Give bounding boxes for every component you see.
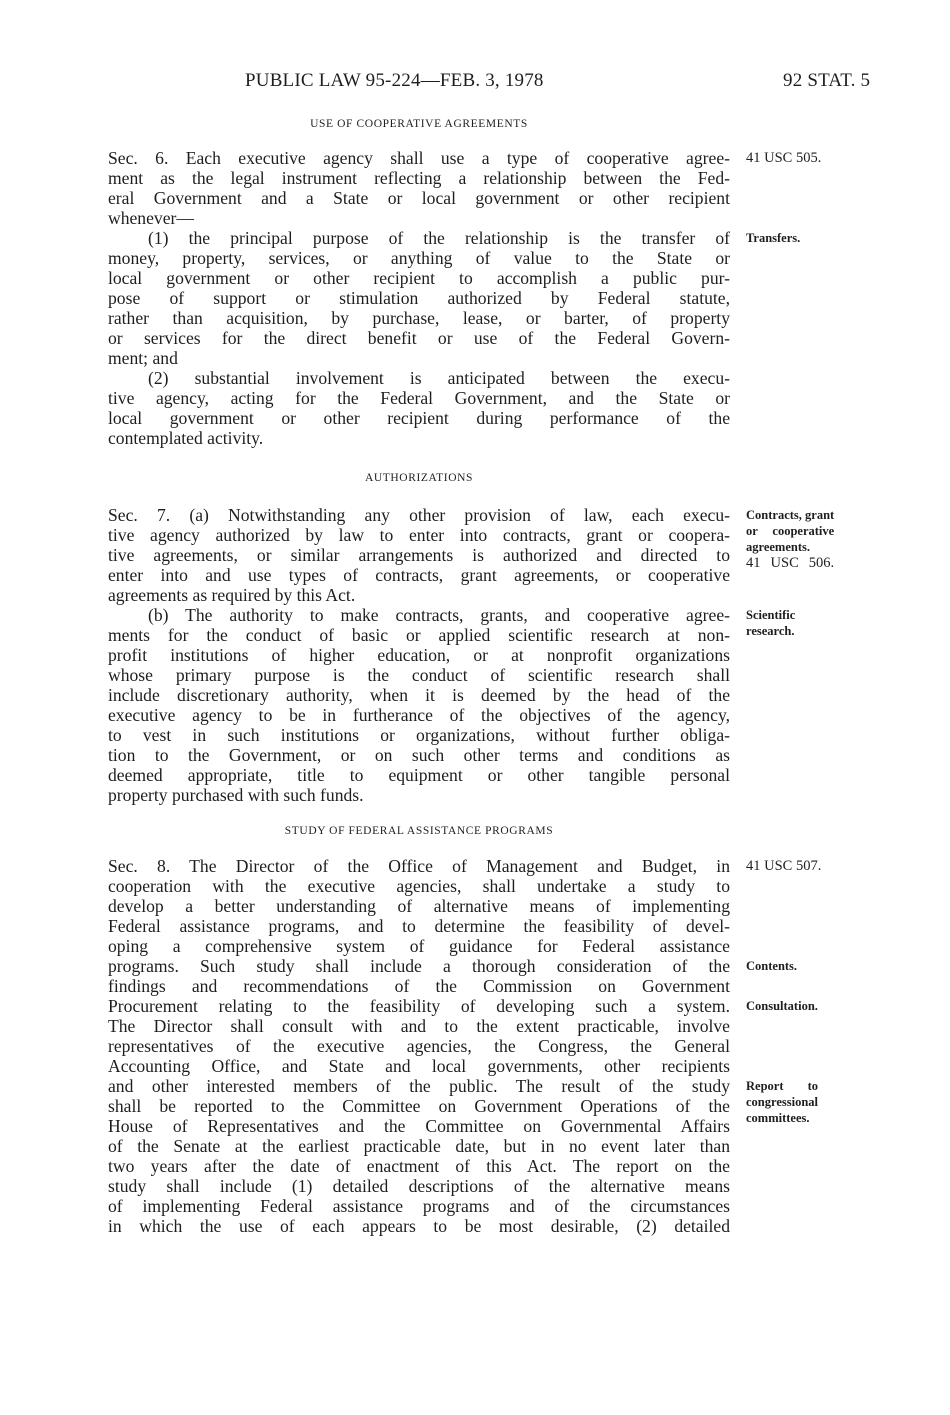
line-text: contemplated activity.	[108, 428, 264, 448]
line-text: whose primary purpose is the conduct of scientific research shall	[108, 665, 730, 685]
line-text: Sec. 7. (a) Notwithstanding any other provision of law, each execu-	[108, 505, 730, 525]
section-heading-authorizations: AUTHORIZATIONS	[364, 472, 474, 484]
text-line	[108, 1216, 730, 1236]
text-line	[108, 745, 730, 765]
margin-note-line: 41 USC 505.	[746, 150, 822, 166]
text-line	[108, 288, 730, 308]
line-text: in which the use of each appears to be most desirable, (2) detailed	[108, 1216, 730, 1236]
margin-note-line: Contents.	[746, 959, 798, 973]
line-text: Sec. 8. The Director of the Office of Management and Budget, in	[108, 856, 730, 876]
line-text: pose of support or stimulation authorized by Federal statute,	[108, 288, 730, 308]
line-text: eral Government and a State or local government or other recipient	[108, 188, 730, 208]
text-line	[108, 188, 730, 208]
line-text: tion to the Government, or on such other terms and conditions as	[108, 745, 730, 765]
margin-note	[746, 958, 797, 974]
text-line	[108, 976, 730, 996]
line-text: study shall include (1) detailed descriptions of the alternative means	[108, 1176, 730, 1196]
line-text: tive agreements, or similar arrangements is authorized and directed to	[108, 545, 730, 565]
line-text: deemed appropriate, title to equipment or other tangible personal	[108, 765, 730, 785]
line-text: enter into and use types of contracts, grant agreements, or cooperative	[108, 565, 730, 585]
text-line	[108, 148, 822, 168]
line-text: tive agency, acting for the Federal Government, and the State or	[108, 388, 730, 408]
text-line	[108, 168, 730, 188]
text-line	[108, 1036, 730, 1056]
text-line	[108, 388, 730, 408]
line-text: representatives of the executive agencies, the Congress, the General	[108, 1036, 730, 1056]
line-text: cooperation with the executive agencies, shall undertake a study to	[108, 876, 730, 896]
section-heading-cooperative-agreements: USE OF COOPERATIVE AGREEMENTS	[310, 118, 528, 130]
margin-note-line: Transfers.	[746, 231, 801, 245]
margin-note-line: agreements.	[746, 540, 810, 554]
text-line	[108, 936, 730, 956]
text-line	[108, 1196, 730, 1216]
margin-note	[746, 1078, 818, 1126]
text-line	[108, 956, 798, 976]
margin-note-line: Contracts, grant	[746, 508, 835, 522]
text-line	[108, 625, 730, 645]
line-text: The Director shall consult with and to the extent practicable, involve	[108, 1016, 730, 1036]
line-text: (1) the principal purpose of the relationship is the transfer of	[148, 228, 730, 248]
line-text: programs. Such study shall include a thorough consideration of the	[108, 956, 730, 976]
margin-note	[746, 858, 821, 874]
line-text: Sec. 6. Each executive agency shall use a type of cooperative agree-	[108, 148, 730, 168]
line-text: develop a better understanding of alternative means of implementing	[108, 896, 730, 916]
line-text: findings and recommendations of the Commission on Government	[108, 976, 730, 996]
line-text: two years after the date of enactment of this Act. The report on the	[108, 1156, 730, 1176]
text-line	[108, 685, 730, 705]
line-text: property purchased with such funds.	[108, 785, 364, 805]
line-text: money, property, services, or anything of value to the State or	[108, 248, 730, 268]
line-text: local government or other recipient during performance of the	[108, 408, 730, 428]
text-line	[108, 368, 730, 388]
margin-note	[746, 507, 834, 571]
section-6	[108, 148, 822, 448]
text-line	[108, 268, 730, 288]
text-line	[108, 705, 730, 725]
page-number: 92 STAT. 5	[783, 70, 871, 91]
text-line	[108, 856, 822, 876]
text-line	[108, 725, 730, 745]
text-line	[108, 1116, 730, 1136]
line-text: to vest in such institutions or organizations, without further obliga-	[108, 725, 730, 745]
line-text: agreements as required by this Act.	[108, 585, 356, 605]
margin-note	[746, 998, 818, 1014]
text-line	[108, 996, 818, 1016]
line-text: whenever—	[108, 208, 194, 228]
text-line	[108, 328, 730, 348]
text-line	[108, 228, 801, 248]
line-text: (2) substantial involvement is anticipated between the execu-	[148, 368, 730, 388]
line-text: profit institutions of higher education, or at nonprofit organizations	[108, 645, 730, 665]
line-text: ment; and	[108, 348, 178, 368]
text-line	[108, 1016, 730, 1036]
text-line	[108, 565, 730, 585]
margin-note	[746, 150, 821, 166]
text-line	[108, 308, 730, 328]
line-text: or services for the direct benefit or use of the Federal Govern-	[108, 328, 730, 348]
text-line	[108, 916, 730, 936]
text-line	[108, 1056, 730, 1076]
line-text: oping a comprehensive system of guidance for Federal assistance	[108, 936, 730, 956]
text-line	[108, 348, 730, 368]
margin-note-line: committees.	[746, 1111, 810, 1125]
line-text: Federal assistance programs, and to determine the feasibility of devel-	[108, 916, 730, 936]
line-text: local government or other recipient to accomplish a public pur-	[108, 268, 730, 288]
text-line	[108, 208, 730, 228]
line-text: rather than acquisition, by purchase, lease, or barter, of property	[108, 308, 730, 328]
line-text: tive agency authorized by law to enter into contracts, grant or coopera-	[108, 525, 730, 545]
text-line	[108, 1156, 730, 1176]
text-line	[108, 1096, 730, 1116]
margin-note-line: Consultation.	[746, 999, 818, 1013]
text-line	[108, 876, 730, 896]
margin-note-line: Report to	[746, 1079, 818, 1093]
line-text: ments for the conduct of basic or applied scientific research at non-	[108, 625, 730, 645]
margin-note-line: 41 USC 507.	[746, 858, 822, 874]
section-heading-study: STUDY OF FEDERAL ASSISTANCE PROGRAMS	[284, 825, 554, 837]
margin-note-line: research.	[746, 624, 795, 638]
text-line	[108, 408, 730, 428]
text-line	[108, 785, 730, 805]
text-line	[108, 248, 730, 268]
text-line	[108, 545, 730, 565]
text-line	[108, 665, 730, 685]
text-line	[108, 1136, 730, 1156]
text-line	[108, 896, 730, 916]
margin-note	[746, 607, 795, 639]
line-text: Procurement relating to the feasibility of developing such a system.	[108, 996, 730, 1016]
text-line	[108, 525, 730, 545]
margin-note-line: Scientific	[746, 608, 796, 622]
section-8	[108, 856, 822, 1236]
line-text: executive agency to be in furtherance of the objectives of the agency,	[108, 705, 730, 725]
line-text: of implementing Federal assistance programs and of the circumstances	[108, 1196, 730, 1216]
line-text: shall be reported to the Committee on Government Operations of the	[108, 1096, 730, 1116]
text-line	[108, 585, 730, 605]
margin-note-line: congressional	[746, 1095, 818, 1109]
line-text: and other interested members of the public. The result of the study	[108, 1076, 730, 1096]
line-text: ment as the legal instrument reflecting a relationship between the Fed-	[108, 168, 730, 188]
line-text: Accounting Office, and State and local governments, other recipients	[108, 1056, 730, 1076]
section-7	[108, 505, 835, 805]
margin-note-line: 41 USC 506.	[746, 555, 835, 571]
running-header-title: PUBLIC LAW 95-224—FEB. 3, 1978	[245, 70, 544, 91]
text-line	[108, 645, 730, 665]
text-line	[108, 428, 730, 448]
text-line	[108, 765, 730, 785]
line-text: include discretionary authority, when it is deemed by the head of the	[108, 685, 730, 705]
text-line	[108, 1176, 730, 1196]
margin-note-line: or cooperative	[746, 524, 835, 538]
line-text: of the Senate at the earliest practicable date, but in no event later than	[108, 1136, 730, 1156]
line-text: House of Representatives and the Committee on Governmental Affairs	[108, 1116, 730, 1136]
margin-note	[746, 230, 800, 246]
line-text: (b) The authority to make contracts, grants, and cooperative agree-	[148, 605, 730, 625]
